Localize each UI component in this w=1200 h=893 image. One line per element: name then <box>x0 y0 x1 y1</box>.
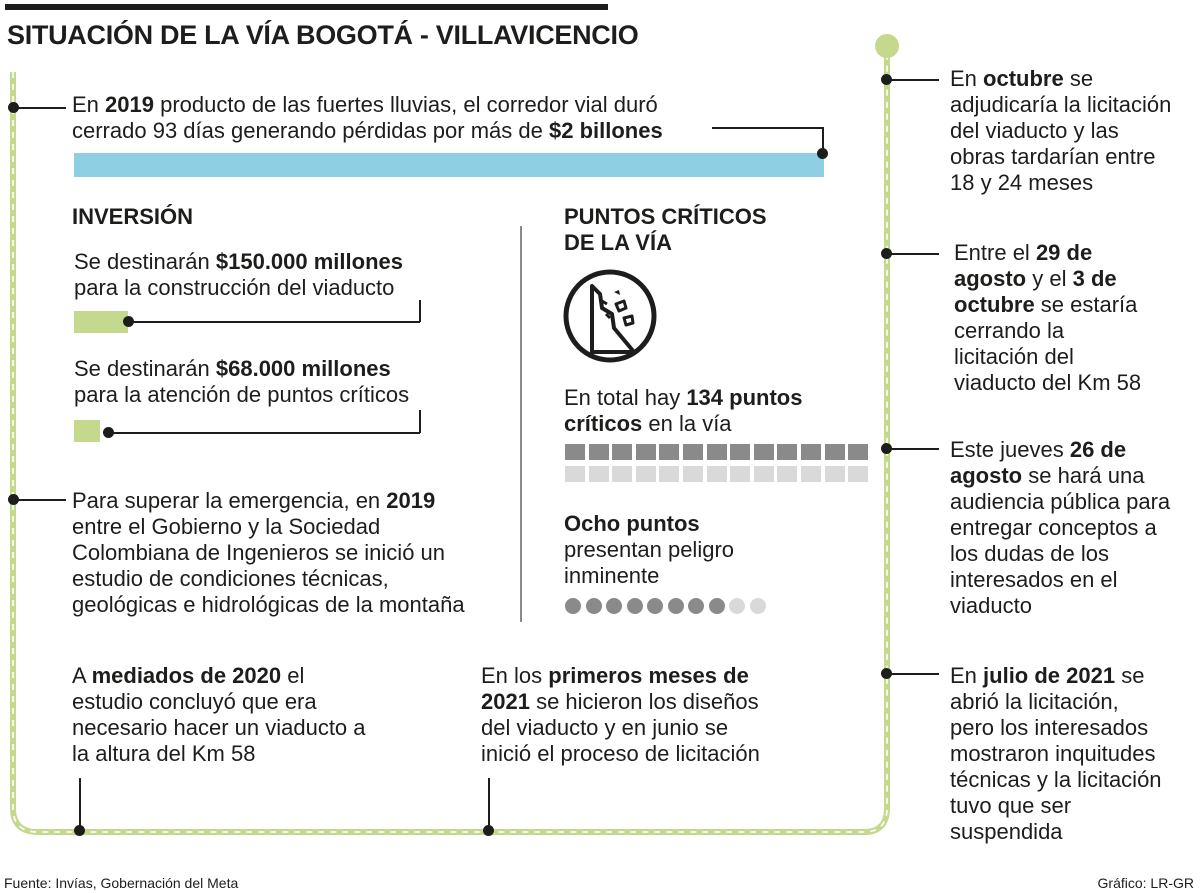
investment-bar-viaducto <box>74 311 128 333</box>
footer-source: Fuente: Invías, Gobernación del Meta <box>4 875 239 891</box>
critical-points-squares <box>565 444 805 486</box>
connector-line <box>887 673 939 675</box>
losses-bar <box>74 153 824 177</box>
critical-point-square <box>683 466 703 482</box>
imminent-danger-text: Ocho puntos presentan peligro inminente <box>564 511 735 588</box>
connector-line <box>14 107 66 109</box>
critical-point-square <box>730 466 750 482</box>
danger-point-dot <box>709 598 725 614</box>
connector-line <box>712 127 823 129</box>
critical-point-square <box>777 444 797 460</box>
danger-point-dot <box>668 598 684 614</box>
critical-point-square <box>801 466 821 482</box>
puntos-heading-line2: DE LA VÍA <box>564 230 672 255</box>
jueves-26-text: Este jueves 26 de agosto se hará una audiencia pública para entregar conceptos a los dudas de los interesados en el viaducto <box>950 437 1171 618</box>
danger-point-dot <box>586 598 602 614</box>
primeros-2021-text: En los primeros meses de 2021 se hicieron los diseños del viaducto y en junio se inició el proceso de licitación <box>481 663 760 766</box>
section-divider <box>520 226 522 622</box>
connector-line <box>128 321 420 323</box>
connector-line <box>887 253 939 255</box>
event-2019-text: En 2019 producto de las fuertes lluvias, el corredor vial duró cerrado 93 días generando pérdidas por más de $2 billones <box>72 92 663 143</box>
critical-point-square <box>777 466 797 482</box>
danger-point-dot <box>647 598 663 614</box>
inversion-item-viaducto: Se destinarán $150.000 millones para la construcción del viaducto <box>74 249 403 300</box>
connector-line <box>108 432 420 434</box>
danger-point-dot <box>750 598 766 614</box>
footer-credit: Gráfico: LR-GR <box>1097 875 1194 891</box>
timeline-dot-2021 <box>483 825 494 836</box>
total-critical-points-text: En total hay 134 puntos críticos en la vía <box>564 385 803 436</box>
octubre-text: En octubre se adjudicaría la licitación del viaducto y las obras tardarían entre 18 y 24 meses <box>950 66 1172 195</box>
landslide-icon <box>562 268 658 364</box>
inversion-heading: INVERSIÓN <box>72 204 194 229</box>
julio-2021-text: En julio de 2021 se abrió la licitación, pero los interesados mostraron inquitudes técnicas y la licitación tuvo que ser suspendida <box>950 663 1162 844</box>
road-end-marker <box>875 34 899 58</box>
critical-point-square <box>683 444 703 460</box>
critical-point-square <box>565 444 585 460</box>
critical-point-square <box>636 466 656 482</box>
critical-point-square <box>754 466 774 482</box>
imminent-danger-dots <box>565 598 765 614</box>
critical-point-square <box>848 466 868 482</box>
agosto-octubre-text: Entre el 29 de agosto y el 3 de octubre se estaría cerrando la licitación del viaducto del Km 58 <box>954 240 1142 395</box>
connector-line <box>79 778 81 830</box>
danger-point-dot <box>688 598 704 614</box>
danger-point-dot <box>606 598 622 614</box>
critical-point-square <box>848 444 868 460</box>
connector-line <box>488 778 490 830</box>
connector-line <box>14 499 66 501</box>
critical-point-square <box>659 466 679 482</box>
danger-point-dot <box>565 598 581 614</box>
losses-bar-dot <box>817 148 828 159</box>
critical-point-square <box>636 444 656 460</box>
critical-point-square <box>707 466 727 482</box>
critical-point-square <box>659 444 679 460</box>
critical-point-square <box>589 444 609 460</box>
critical-point-square <box>707 444 727 460</box>
inversion-item-puntos: Se destinarán $68.000 millones para la atención de puntos críticos <box>74 356 410 407</box>
critical-point-square <box>612 444 632 460</box>
timeline-dot-2020 <box>74 825 85 836</box>
critical-point-square <box>825 444 845 460</box>
critical-point-square <box>801 444 821 460</box>
connector-line <box>419 410 421 433</box>
danger-point-dot <box>627 598 643 614</box>
investment-bar-puntos <box>74 420 100 442</box>
page-title: SITUACIÓN DE LA VÍA BOGOTÁ - VILLAVICENCIO <box>7 20 639 50</box>
critical-point-square <box>754 444 774 460</box>
critical-point-square <box>730 444 750 460</box>
connector-line <box>887 79 939 81</box>
puntos-heading-line1: PUNTOS CRÍTICOS <box>564 204 767 229</box>
critical-point-square <box>565 466 585 482</box>
critical-point-square <box>589 466 609 482</box>
emergencia-text: Para superar la emergencia, en 2019 entre el Gobierno y la Sociedad Colombiana de Ingenieros se inició un estudio de condiciones técnicas, geológicas e hidrológicas de la montaña <box>72 488 465 617</box>
connector-line <box>419 300 421 322</box>
danger-point-dot <box>729 598 745 614</box>
connector-line <box>887 448 939 450</box>
mediados-2020-text: A mediados de 2020 el estudio concluyó que era necesario hacer un viaducto a la altura del Km 58 <box>72 663 366 766</box>
critical-point-square <box>612 466 632 482</box>
critical-point-square <box>825 466 845 482</box>
